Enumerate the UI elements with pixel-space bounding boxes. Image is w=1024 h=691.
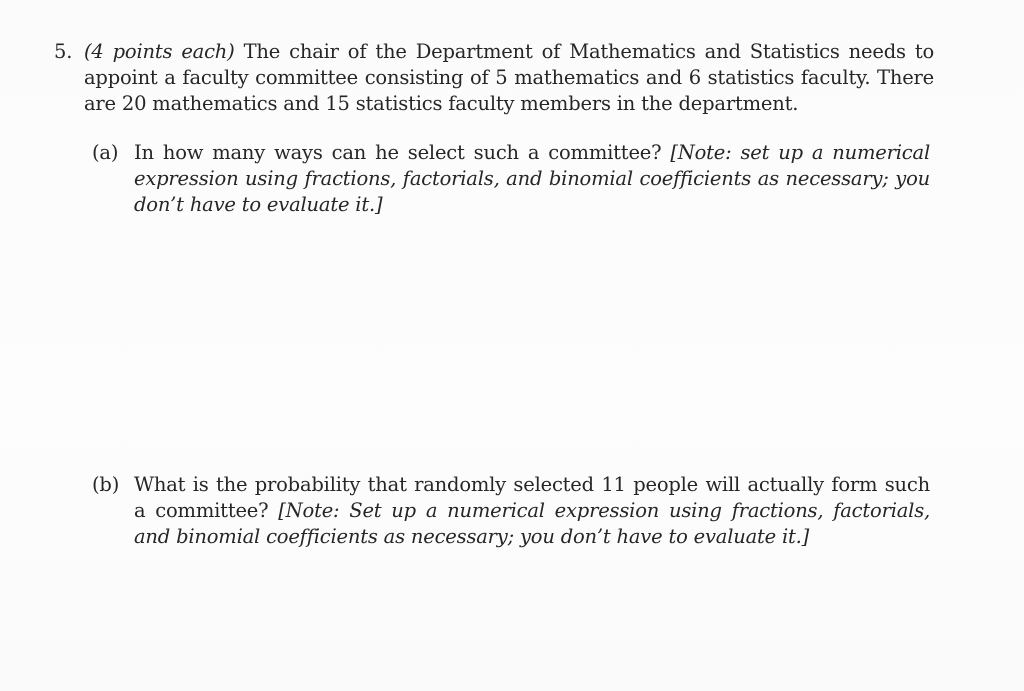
part-a-question: In how many ways can he select such a committee?	[134, 141, 671, 164]
part-b-note: [Note: Set up a numerical expression using fractions, factorials, and binomial coefficients as necessary; you don’t have to evaluate it.]	[134, 499, 930, 548]
problem-5	[54, 39, 934, 117]
part-a	[92, 140, 972, 218]
problem-points: (4 points each)	[84, 40, 235, 63]
problem-statement-text: The chair of the Department of Mathematics and Statistics needs to appoint a faculty committee consisting of 5 mathematics and 6 statistics faculty. There are 20 mathematics and 15 statistics faculty members in the department.	[84, 40, 935, 115]
part-a-label: (a)	[92, 141, 119, 164]
problem-statement	[84, 39, 934, 117]
part-a-note: [Note: set up a numerical expression using fractions, factorials, and binomial coefficients as necessary; you don’t have to evaluate it.]	[134, 141, 930, 216]
part-b-question: What is the probability that randomly selected 11 people will actually form such a committee?	[134, 473, 930, 522]
problem-number: 5.	[54, 40, 73, 63]
part-b-text	[134, 472, 930, 550]
part-b	[92, 472, 972, 550]
part-b-label: (b)	[92, 473, 120, 496]
part-a-text	[134, 140, 930, 218]
